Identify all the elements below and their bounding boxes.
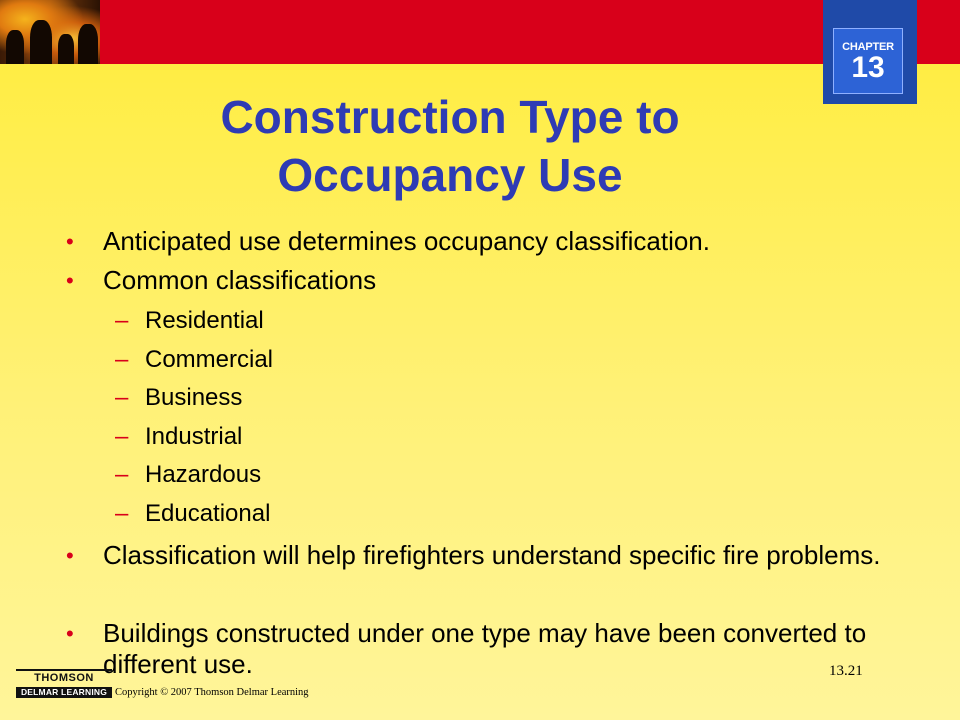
bullet-text: Classification will help firefighters understand specific fire problems.: [103, 540, 881, 570]
logo-top-text: THOMSON: [16, 669, 112, 684]
thomson-delmar-logo: [16, 669, 112, 699]
bullet-item: [66, 540, 886, 571]
sub-bullet-item: [115, 460, 715, 490]
sub-bullet-item: [115, 345, 715, 375]
sub-bullet-text: Residential: [145, 307, 264, 334]
chapter-number: 13: [851, 51, 885, 84]
logo-bottom-text: DELMAR LEARNING: [16, 687, 112, 698]
bullet-marker: •: [66, 268, 74, 293]
bullet-text: Buildings constructed under one type may have been converted to different use.: [103, 618, 867, 679]
sub-bullet-item: [115, 383, 715, 413]
sub-bullet-text: Industrial: [145, 423, 243, 450]
slide-title: Construction Type to Occupancy Use: [220, 91, 680, 201]
sub-bullet-text: Commercial: [145, 346, 274, 373]
sub-bullet-item: [115, 306, 715, 336]
sub-bullet-marker: –: [115, 461, 129, 488]
bullet-text: Common classifications: [103, 265, 377, 295]
sub-bullet-item: [115, 499, 715, 529]
bullet-item: [66, 226, 886, 257]
bullet-item: [66, 265, 886, 296]
chapter-label: CHAPTER: [842, 41, 894, 53]
bullet-marker: •: [66, 229, 74, 254]
copyright-notice: Copyright © 2007 Thomson Delmar Learning: [115, 687, 309, 698]
sub-bullet-marker: –: [115, 423, 129, 450]
sub-bullet-marker: –: [115, 384, 129, 411]
sub-bullet-marker: –: [115, 500, 129, 527]
bullet-marker: •: [66, 621, 74, 646]
sub-bullet-marker: –: [115, 346, 129, 373]
sub-bullet-marker: –: [115, 307, 129, 334]
bullet-text: Anticipated use determines occupancy classification.: [103, 226, 710, 256]
bullet-item: [66, 618, 886, 680]
sub-bullet-text: Hazardous: [145, 461, 262, 488]
bullet-marker: •: [66, 543, 74, 568]
sub-bullet-item: [115, 422, 715, 452]
slide-number: 13.21: [829, 663, 863, 679]
sub-bullet-text: Business: [145, 384, 243, 411]
sub-bullet-text: Educational: [145, 500, 271, 527]
